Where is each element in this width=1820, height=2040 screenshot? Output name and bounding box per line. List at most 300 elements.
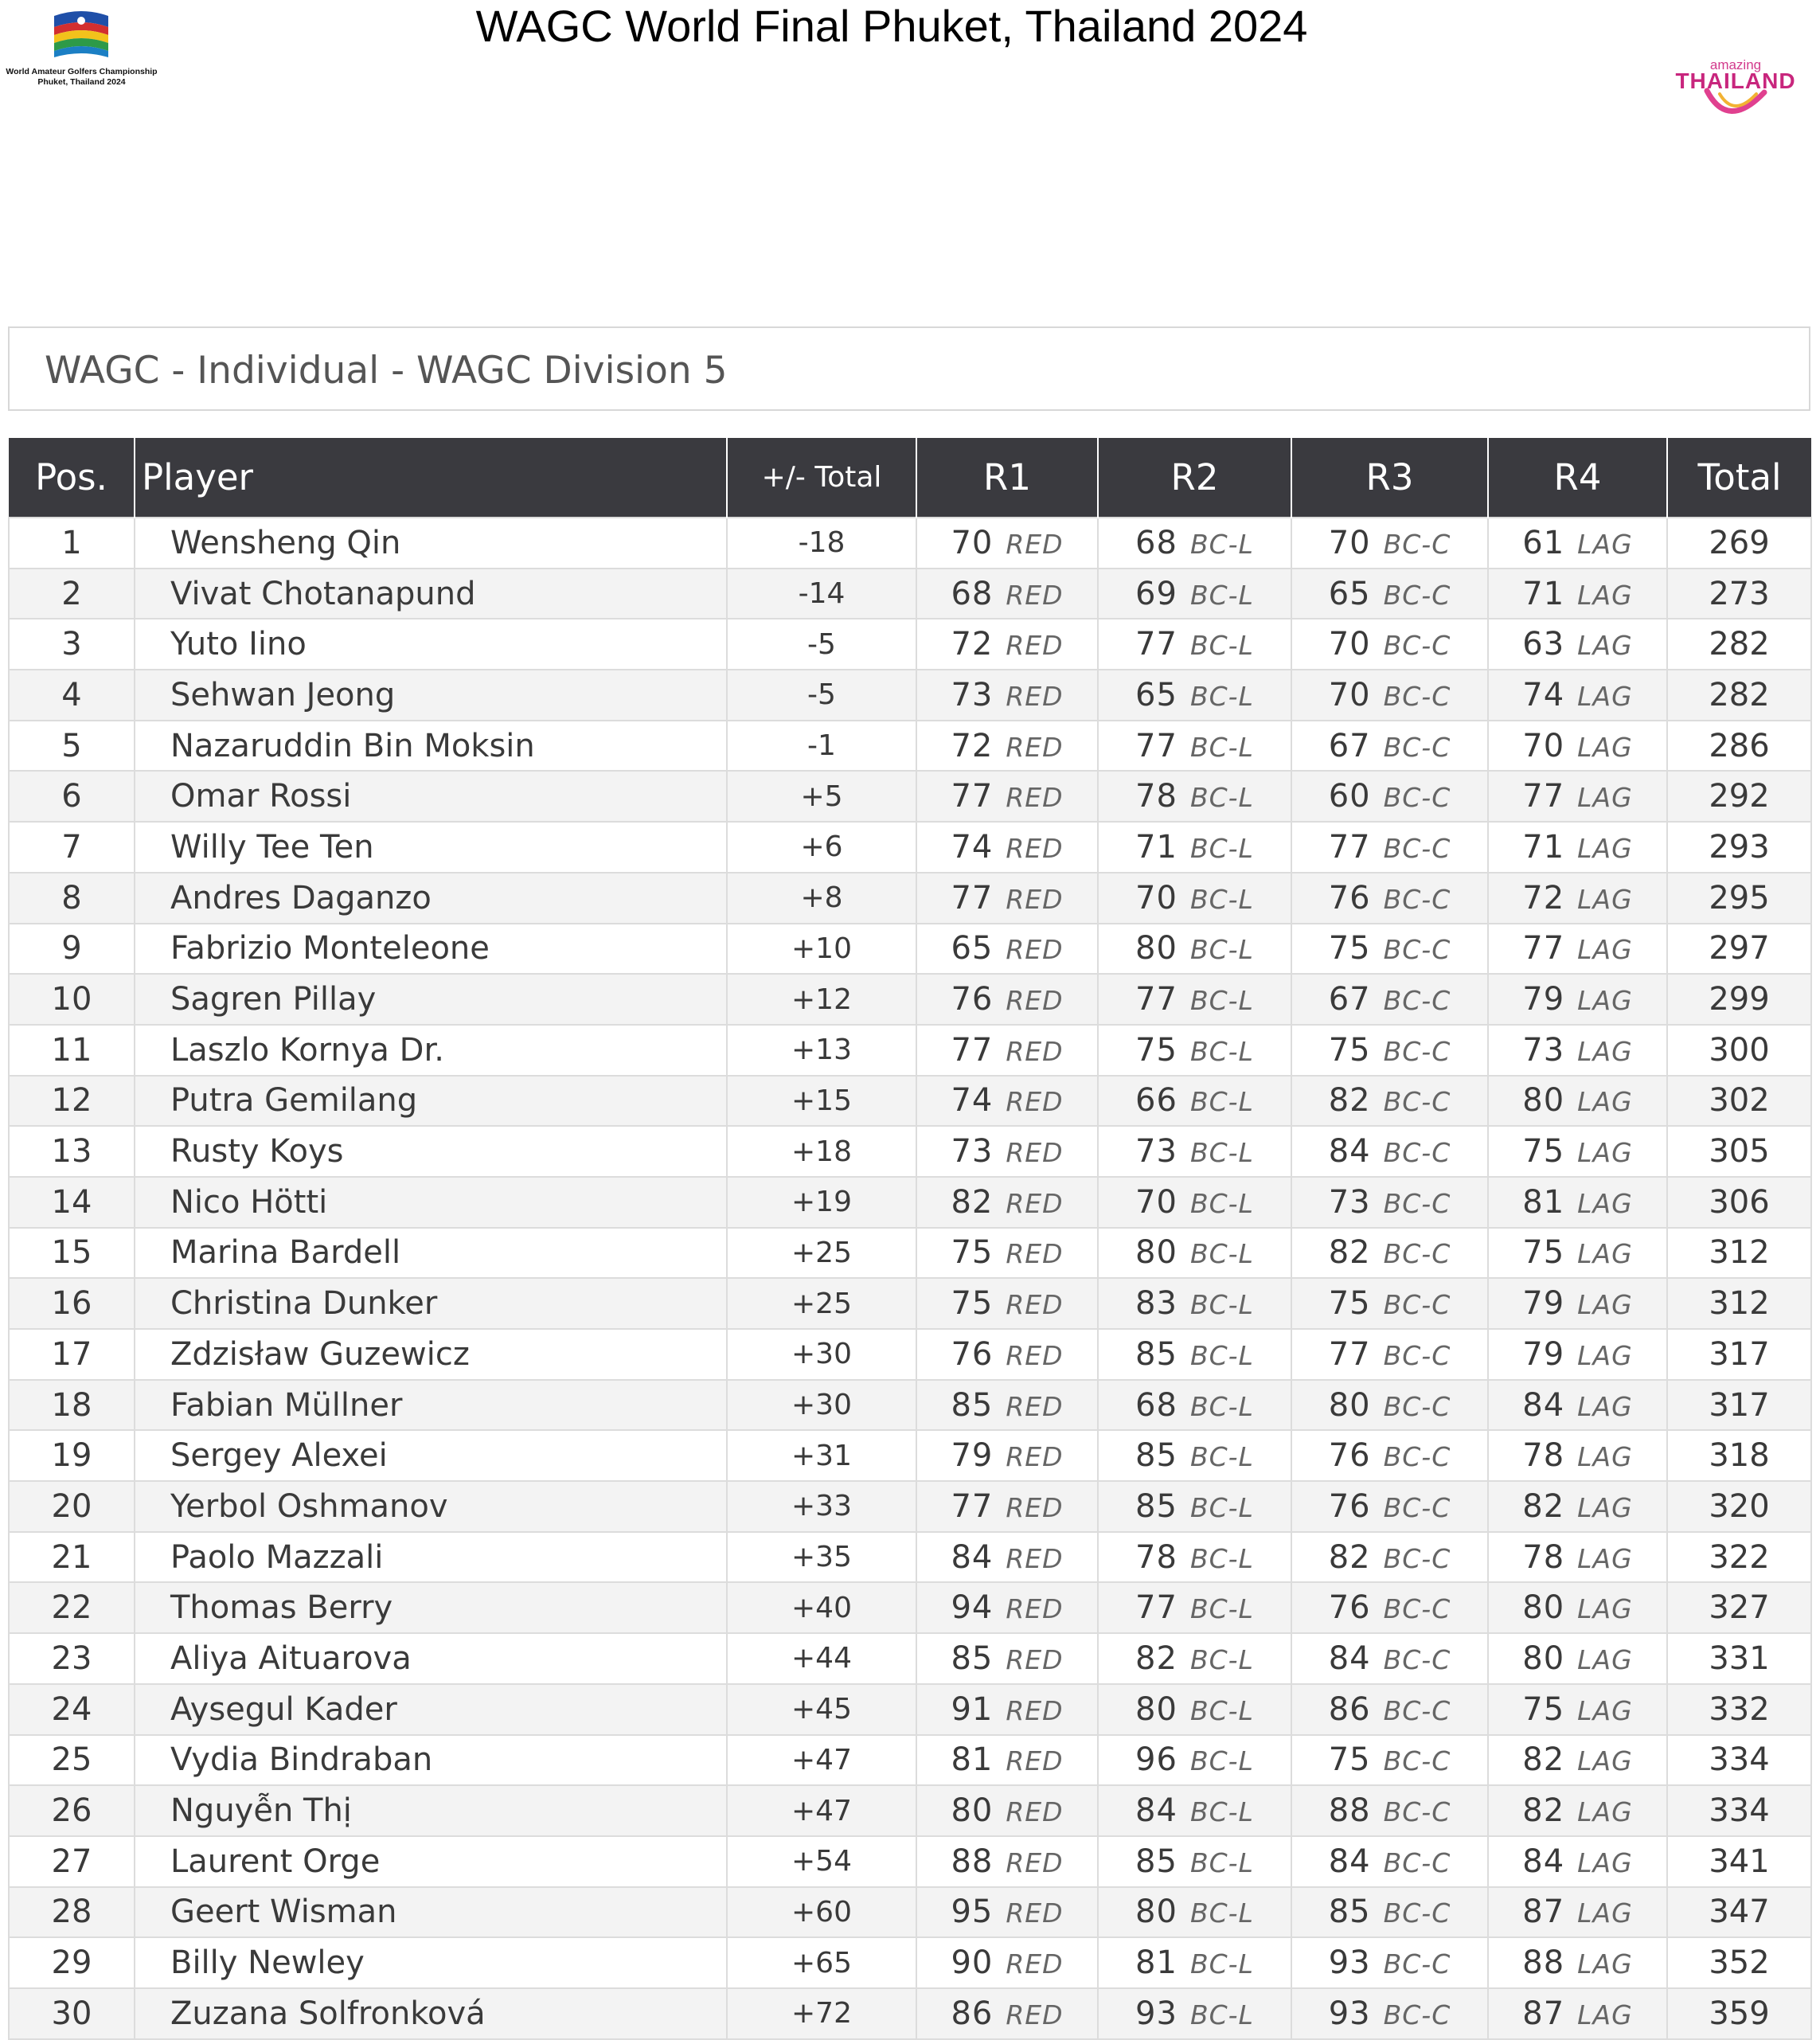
round-2-cell[interactable] [1098,822,1291,873]
round-score: 81 [951,1741,994,1779]
course-code: BC-L [1189,1086,1254,1118]
round-3-cell[interactable] [1291,1785,1488,1836]
table-row[interactable] [9,721,1811,772]
course-code: RED [1006,1137,1064,1169]
total-score-cell: 359 [1667,1988,1811,2039]
round-2-cell[interactable] [1098,569,1291,619]
course-code: BC-C [1383,1948,1451,1980]
round-2-cell[interactable] [1098,1278,1291,1329]
round-score: 72 [951,626,994,663]
round-2-cell[interactable] [1098,1481,1291,1532]
course-code: RED [1006,630,1064,662]
round-1-cell[interactable] [916,1735,1098,1786]
course-code: LAG [1577,985,1633,1017]
table-row[interactable] [9,1735,1811,1786]
table-row[interactable] [9,1532,1811,1583]
round-4-cell[interactable] [1488,822,1667,873]
course-code: LAG [1577,1339,1633,1371]
course-code: BC-C [1383,1137,1451,1169]
round-2-cell[interactable] [1098,1836,1291,1887]
round-score: 75 [1522,1234,1565,1272]
total-score-cell: 334 [1667,1735,1811,1786]
round-4-cell[interactable] [1488,619,1667,670]
round-score: 88 [951,1843,994,1880]
table-row[interactable] [9,1988,1811,2039]
table-row[interactable] [9,1836,1811,1887]
player-name-link[interactable]: Andres Daganzo [135,873,727,924]
player-name-link[interactable]: Vydia Bindraban [135,1735,727,1786]
round-2-cell[interactable] [1098,1228,1291,1279]
table-row[interactable] [9,771,1811,822]
table-row[interactable] [9,1278,1811,1329]
table-row[interactable] [9,1633,1811,1684]
round-score: 73 [1522,1031,1565,1069]
player-name-link[interactable]: Marina Bardell [135,1228,727,1279]
position-cell: 10 [9,974,135,1025]
total-score-cell: 282 [1667,619,1811,670]
course-code: LAG [1577,1745,1633,1777]
course-code: RED [1006,528,1064,560]
course-code: LAG [1577,731,1633,763]
course-code: LAG [1577,1999,1633,2030]
round-score: 61 [1522,524,1565,561]
player-name-link[interactable]: Putra Gemilang [135,1076,727,1127]
round-1-cell[interactable] [916,1380,1098,1431]
round-score: 81 [1522,1183,1565,1221]
round-3-cell[interactable] [1291,1684,1488,1735]
round-4-cell[interactable] [1488,1126,1667,1177]
round-1-cell[interactable] [916,1684,1098,1735]
round-4-cell[interactable] [1488,569,1667,619]
score-to-par-cell: +25 [727,1228,916,1279]
round-4-cell[interactable] [1488,1278,1667,1329]
round-score: 85 [1135,1487,1178,1525]
round-score: 75 [1522,1133,1565,1170]
round-4-cell[interactable] [1488,924,1667,975]
round-score: 73 [1328,1183,1371,1221]
player-name-link[interactable]: Nazaruddin Bin Moksin [135,721,727,772]
round-score: 76 [1328,1487,1371,1525]
round-4-cell[interactable] [1488,1937,1667,1988]
course-code: BC-C [1383,1694,1451,1726]
table-row[interactable] [9,1481,1811,1532]
position-cell: 5 [9,721,135,772]
player-name-link[interactable]: Geert Wisman [135,1887,727,1938]
table-row[interactable] [9,1785,1811,1836]
round-3-cell[interactable] [1291,1532,1488,1583]
round-4-cell[interactable] [1488,1836,1667,1887]
division-title: WAGC - Individual - WAGC Division 5 [45,349,728,393]
round-score: 85 [1328,1893,1371,1931]
round-1-cell[interactable] [916,1988,1098,2039]
round-3-cell[interactable] [1291,771,1488,822]
round-4-cell[interactable] [1488,1380,1667,1431]
player-name-link[interactable]: Thomas Berry [135,1582,727,1633]
round-1-cell[interactable] [916,873,1098,924]
round-3-cell[interactable] [1291,1582,1488,1633]
round-4-cell[interactable] [1488,1532,1667,1583]
round-1-cell[interactable] [916,1937,1098,1988]
round-3-cell[interactable] [1291,1076,1488,1127]
amazing-thailand-small-text: amazing [1709,57,1762,72]
position-cell: 19 [9,1430,135,1481]
round-score: 75 [1522,1690,1565,1728]
score-to-par-cell: +31 [727,1430,916,1481]
round-3-cell[interactable] [1291,721,1488,772]
total-score-cell: 300 [1667,1025,1811,1076]
round-2-cell[interactable] [1098,1126,1291,1177]
round-2-cell[interactable] [1098,670,1291,721]
round-score: 77 [1328,1335,1371,1373]
round-1-cell[interactable] [916,1126,1098,1177]
round-1-cell[interactable] [916,1887,1098,1938]
round-1-cell[interactable] [916,569,1098,619]
round-3-cell[interactable] [1291,1380,1488,1431]
course-code: BC-L [1189,1796,1254,1828]
position-cell: 8 [9,873,135,924]
round-score: 70 [1328,676,1371,713]
col-header-player[interactable]: Player [135,438,727,518]
table-row[interactable] [9,1887,1811,1938]
round-score: 82 [951,1183,994,1221]
round-score: 77 [1135,981,1178,1018]
round-1-cell[interactable] [916,1278,1098,1329]
table-row[interactable] [9,569,1811,619]
course-code: BC-C [1383,1289,1451,1321]
round-score: 76 [1328,1589,1371,1627]
total-score-cell: 352 [1667,1937,1811,1988]
table-row[interactable] [9,619,1811,670]
round-2-cell[interactable] [1098,1329,1291,1380]
round-4-cell[interactable] [1488,1735,1667,1786]
round-score: 85 [1135,1335,1178,1373]
round-score: 73 [951,1133,994,1170]
round-score: 87 [1522,1893,1565,1931]
round-2-cell[interactable] [1098,1633,1291,1684]
round-3-cell[interactable] [1291,1735,1488,1786]
round-2-cell[interactable] [1098,1988,1291,2039]
course-code: BC-C [1383,528,1451,560]
course-code: BC-L [1189,1187,1254,1219]
player-name-link[interactable]: Yuto Iino [135,619,727,670]
table-row[interactable] [9,670,1811,721]
round-4-cell[interactable] [1488,1481,1667,1532]
course-code: LAG [1577,1796,1633,1828]
player-name-link[interactable]: Paolo Mazzali [135,1532,727,1583]
col-header-total[interactable]: Total [1667,438,1811,518]
col-header-r3[interactable]: R3 [1291,438,1488,518]
course-code: LAG [1577,1948,1633,1980]
round-1-cell[interactable] [916,670,1098,721]
round-4-cell[interactable] [1488,1329,1667,1380]
round-2-cell[interactable] [1098,771,1291,822]
table-row[interactable] [9,873,1811,924]
round-2-cell[interactable] [1098,1735,1291,1786]
round-1-cell[interactable] [916,1633,1098,1684]
round-4-cell[interactable] [1488,873,1667,924]
score-to-par-cell: +5 [727,771,916,822]
round-3-cell[interactable] [1291,1228,1488,1279]
round-3-cell[interactable] [1291,1025,1488,1076]
round-3-cell[interactable] [1291,670,1488,721]
round-score: 84 [1522,1386,1565,1424]
round-4-cell[interactable] [1488,1582,1667,1633]
round-score: 84 [951,1538,994,1576]
round-2-cell[interactable] [1098,1785,1291,1836]
round-4-cell[interactable] [1488,771,1667,822]
score-to-par-cell: -18 [727,518,916,569]
player-name-link[interactable]: Omar Rossi [135,771,727,822]
course-code: BC-C [1383,1796,1451,1828]
course-code: BC-C [1383,1187,1451,1219]
col-header-pos[interactable]: Pos. [9,438,135,518]
round-score: 75 [1328,1741,1371,1779]
round-score: 68 [1135,524,1178,561]
player-name-link[interactable]: Wensheng Qin [135,518,727,569]
table-row[interactable] [9,924,1811,975]
round-2-cell[interactable] [1098,1937,1291,1988]
round-score: 82 [1522,1487,1565,1525]
table-row[interactable] [9,1177,1811,1228]
round-3-cell[interactable] [1291,518,1488,569]
round-4-cell[interactable] [1488,1076,1667,1127]
round-1-cell[interactable] [916,1836,1098,1887]
table-row[interactable] [9,1380,1811,1431]
player-name-link[interactable]: Laszlo Kornya Dr. [135,1025,727,1076]
course-code: BC-C [1383,1035,1451,1067]
player-name-link[interactable]: Vivat Chotanapund [135,569,727,619]
score-to-par-cell: +35 [727,1532,916,1583]
table-row[interactable] [9,1582,1811,1633]
player-name-link[interactable]: Christina Dunker [135,1278,727,1329]
round-score: 88 [1328,1792,1371,1830]
round-2-cell[interactable] [1098,1380,1291,1431]
course-code: LAG [1577,883,1633,915]
round-1-cell[interactable] [916,721,1098,772]
course-code: RED [1006,782,1064,814]
position-cell: 16 [9,1278,135,1329]
total-score-cell: 292 [1667,771,1811,822]
round-3-cell[interactable] [1291,873,1488,924]
player-name-link[interactable]: Nico Hötti [135,1177,727,1228]
round-2-cell[interactable] [1098,1684,1291,1735]
table-row[interactable] [9,1329,1811,1380]
course-code: BC-C [1383,1542,1451,1574]
round-2-cell[interactable] [1098,1532,1291,1583]
player-name-link[interactable]: Yerbol Oshmanov [135,1481,727,1532]
course-code: BC-C [1383,883,1451,915]
table-row[interactable] [9,1076,1811,1127]
score-to-par-cell: -14 [727,569,916,619]
round-4-cell[interactable] [1488,1228,1667,1279]
table-row[interactable] [9,1937,1811,1988]
round-score: 76 [1328,879,1371,916]
table-row[interactable] [9,518,1811,569]
round-4-cell[interactable] [1488,974,1667,1025]
player-name-link[interactable]: Aliya Aituarova [135,1633,727,1684]
round-3-cell[interactable] [1291,1126,1488,1177]
table-row[interactable] [9,1126,1811,1177]
round-score: 79 [1522,981,1565,1018]
player-name-link[interactable]: Nguyễn Thị [135,1785,727,1836]
round-2-cell[interactable] [1098,1430,1291,1481]
score-to-par-cell: +8 [727,873,916,924]
round-4-cell[interactable] [1488,1988,1667,2039]
amazing-thailand-big-text: THAILAND [1675,68,1796,93]
round-1-cell[interactable] [916,1228,1098,1279]
round-3-cell[interactable] [1291,1988,1488,2039]
course-code: RED [1006,1745,1064,1777]
round-1-cell[interactable] [916,1430,1098,1481]
round-2-cell[interactable] [1098,974,1291,1025]
round-4-cell[interactable] [1488,1025,1667,1076]
round-1-cell[interactable] [916,974,1098,1025]
player-name-link[interactable]: Aysegul Kader [135,1684,727,1735]
col-header-r4[interactable]: R4 [1488,438,1667,518]
round-1-cell[interactable] [916,1582,1098,1633]
table-row[interactable] [9,1684,1811,1735]
course-code: RED [1006,579,1064,611]
round-2-cell[interactable] [1098,619,1291,670]
course-code: RED [1006,1897,1064,1929]
course-code: LAG [1577,1137,1633,1169]
player-name-link[interactable]: Willy Tee Ten [135,822,727,873]
round-3-cell[interactable] [1291,822,1488,873]
round-3-cell[interactable] [1291,924,1488,975]
player-name-link[interactable]: Laurent Orge [135,1836,727,1887]
table-row[interactable] [9,1025,1811,1076]
player-name-link[interactable]: Zuzana Solfronková [135,1988,727,2039]
round-score: 93 [1328,1995,1371,2032]
round-score: 73 [951,676,994,713]
round-1-cell[interactable] [916,822,1098,873]
table-row[interactable] [9,1228,1811,1279]
player-name-link[interactable]: Sagren Pillay [135,974,727,1025]
round-4-cell[interactable] [1488,1177,1667,1228]
round-2-cell[interactable] [1098,518,1291,569]
round-4-cell[interactable] [1488,1684,1667,1735]
round-2-cell[interactable] [1098,1177,1291,1228]
round-3-cell[interactable] [1291,619,1488,670]
table-row[interactable] [9,1430,1811,1481]
round-3-cell[interactable] [1291,1633,1488,1684]
table-row[interactable] [9,974,1811,1025]
player-name-link[interactable]: Zdzisław Guzewicz [135,1329,727,1380]
round-1-cell[interactable] [916,1076,1098,1127]
round-1-cell[interactable] [916,1025,1098,1076]
player-name-link[interactable]: Rusty Koys [135,1126,727,1177]
round-1-cell[interactable] [916,619,1098,670]
col-header-r2[interactable]: R2 [1098,438,1291,518]
course-code: BC-C [1383,832,1451,864]
round-score: 75 [1328,1285,1371,1323]
total-score-cell: 312 [1667,1228,1811,1279]
round-score: 77 [1135,1589,1178,1627]
round-2-cell[interactable] [1098,1076,1291,1127]
course-code: BC-L [1189,883,1254,915]
round-3-cell[interactable] [1291,1836,1488,1887]
round-4-cell[interactable] [1488,1633,1667,1684]
course-code: BC-L [1189,1999,1254,2030]
round-1-cell[interactable] [916,1532,1098,1583]
round-3-cell[interactable] [1291,1278,1488,1329]
amazing-thailand-logo [1672,54,1799,127]
course-code: BC-C [1383,934,1451,966]
total-score-cell: 295 [1667,873,1811,924]
round-1-cell[interactable] [916,924,1098,975]
round-1-cell[interactable] [916,1785,1098,1836]
round-3-cell[interactable] [1291,1481,1488,1532]
player-name-link[interactable]: Fabrizio Monteleone [135,924,727,975]
round-score: 75 [951,1234,994,1272]
round-3-cell[interactable] [1291,974,1488,1025]
round-4-cell[interactable] [1488,1785,1667,1836]
round-score: 68 [1135,1386,1178,1424]
round-score: 84 [1328,1843,1371,1880]
round-2-cell[interactable] [1098,1025,1291,1076]
round-1-cell[interactable] [916,771,1098,822]
round-2-cell[interactable] [1098,1887,1291,1938]
wagc-logo-line2: Phuket, Thailand 2024 [37,77,126,87]
round-1-cell[interactable] [916,1329,1098,1380]
course-code: LAG [1577,680,1633,712]
score-to-par-cell: +18 [727,1126,916,1177]
round-2-cell[interactable] [1098,721,1291,772]
round-3-cell[interactable] [1291,1887,1488,1938]
round-3-cell[interactable] [1291,1937,1488,1988]
player-name-link[interactable]: Sehwan Jeong [135,670,727,721]
col-header-r1[interactable]: R1 [916,438,1098,518]
round-3-cell[interactable] [1291,569,1488,619]
round-3-cell[interactable] [1291,1430,1488,1481]
player-name-link[interactable]: Billy Newley [135,1937,727,1988]
round-4-cell[interactable] [1488,1887,1667,1938]
position-cell: 24 [9,1684,135,1735]
round-2-cell[interactable] [1098,1582,1291,1633]
round-2-cell[interactable] [1098,924,1291,975]
round-4-cell[interactable] [1488,721,1667,772]
player-name-link[interactable]: Sergey Alexei [135,1430,727,1481]
course-code: BC-C [1383,985,1451,1017]
round-3-cell[interactable] [1291,1329,1488,1380]
course-code: LAG [1577,1035,1633,1067]
round-4-cell[interactable] [1488,518,1667,569]
course-code: RED [1006,1948,1064,1980]
course-code: BC-L [1189,1542,1254,1574]
position-cell: 17 [9,1329,135,1380]
table-row[interactable] [9,822,1811,873]
course-code: LAG [1577,528,1633,560]
round-1-cell[interactable] [916,1177,1098,1228]
round-score: 84 [1522,1843,1565,1880]
position-cell: 4 [9,670,135,721]
player-name-link[interactable]: Fabian Müllner [135,1380,727,1431]
round-2-cell[interactable] [1098,873,1291,924]
round-3-cell[interactable] [1291,1177,1488,1228]
round-1-cell[interactable] [916,518,1098,569]
round-4-cell[interactable] [1488,1430,1667,1481]
round-4-cell[interactable] [1488,670,1667,721]
score-to-par-cell: -1 [727,721,916,772]
round-score: 67 [1328,727,1371,764]
round-1-cell[interactable] [916,1481,1098,1532]
round-score: 77 [1135,626,1178,663]
total-score-cell: 302 [1667,1076,1811,1127]
col-header-diff[interactable]: +/- Total [727,438,916,518]
score-to-par-cell: +12 [727,974,916,1025]
course-code: BC-C [1383,1847,1451,1878]
course-code: BC-C [1383,579,1451,611]
